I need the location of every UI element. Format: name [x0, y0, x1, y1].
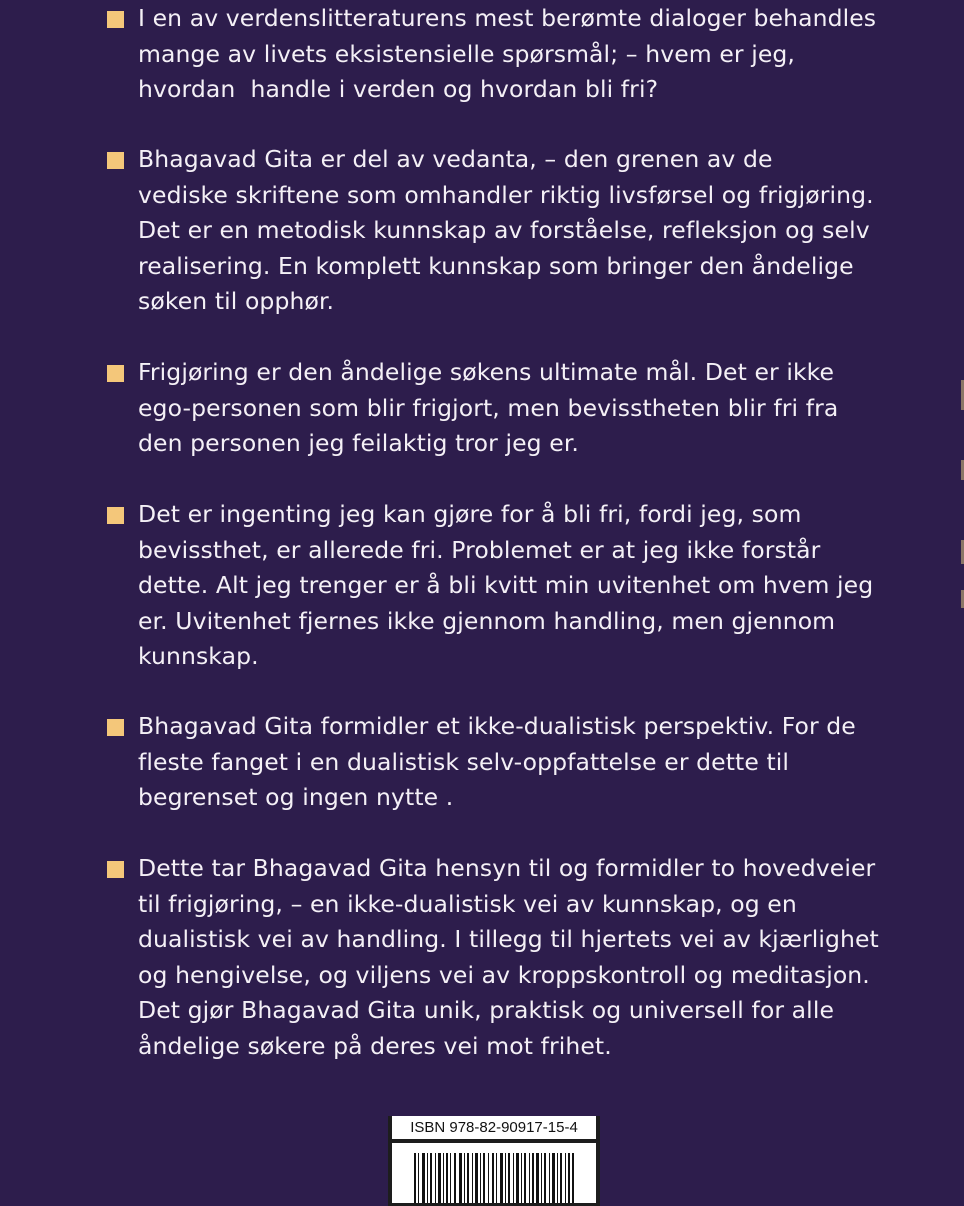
bullet-text: Bhagavad Gita formidler et ikke-dualistisk perspektiv. For de fleste fanget i en dualistisk selv-oppfattelse er dette til begrenset og ingen nytte . — [138, 712, 856, 812]
bullet-square-icon — [107, 719, 124, 736]
bullet-square-icon — [107, 11, 124, 28]
barcode-icon — [414, 1153, 574, 1203]
bullet-square-icon — [107, 861, 124, 878]
bullet-square-icon — [107, 507, 124, 524]
bullet-text: Bhagavad Gita er del av vedanta, – den grenen av de vediske skriftene som omhandler riktig livsførsel og frigjøring. Det er en metodisk kunnskap av forståelse, refleksjon og selv realisering. En komplett kunnskap som bringer den åndelige søken til opphør. — [138, 145, 874, 316]
bullet-text: Det er ingenting jeg kan gjøre for å bli fri, fordi jeg, som bevissthet, er allerede fri. Problemet er at jeg ikke forstår dette. Alt jeg trenger er å bli kvitt min uvitenhet om hvem jeg er. Uvitenhet fjernes ikke gjennom handling, men gjennom kunnskap. — [138, 500, 874, 671]
isbn-barcode-block — [388, 1116, 600, 1206]
bullet-square-icon — [107, 152, 124, 169]
bullet-text: Frigjøring er den åndelige søkens ultimate mål. Det er ikke ego-personen som blir frigjort, men bevisstheten blir fri fra den personen jeg feilaktig tror jeg er. — [138, 358, 839, 458]
bullet-text: I en av verdenslitteraturens mest berømte dialoger behandles mange av livets eksistensielle spørsmål; – hvem er jeg, hvordan handle i verden og hvordan bli fri? — [138, 4, 877, 104]
isbn-label: ISBN 978-82-90917-15-4 — [392, 1116, 596, 1139]
barcode-area — [392, 1143, 596, 1203]
bullet-square-icon — [107, 365, 124, 382]
bullet-text: Dette tar Bhagavad Gita hensyn til og formidler to hovedveier til frigjøring, – en ikke-dualistisk vei av kunnskap, og en dualistisk vei av handling. I tillegg til hjertets vei av kjærlighet og hengivelse, og viljens vei av kroppskontroll og meditasjon. Det gjør Bhagavad Gita unik, praktisk og universell for alle åndelige søkere på deres vei mot frihet. — [138, 854, 879, 1060]
